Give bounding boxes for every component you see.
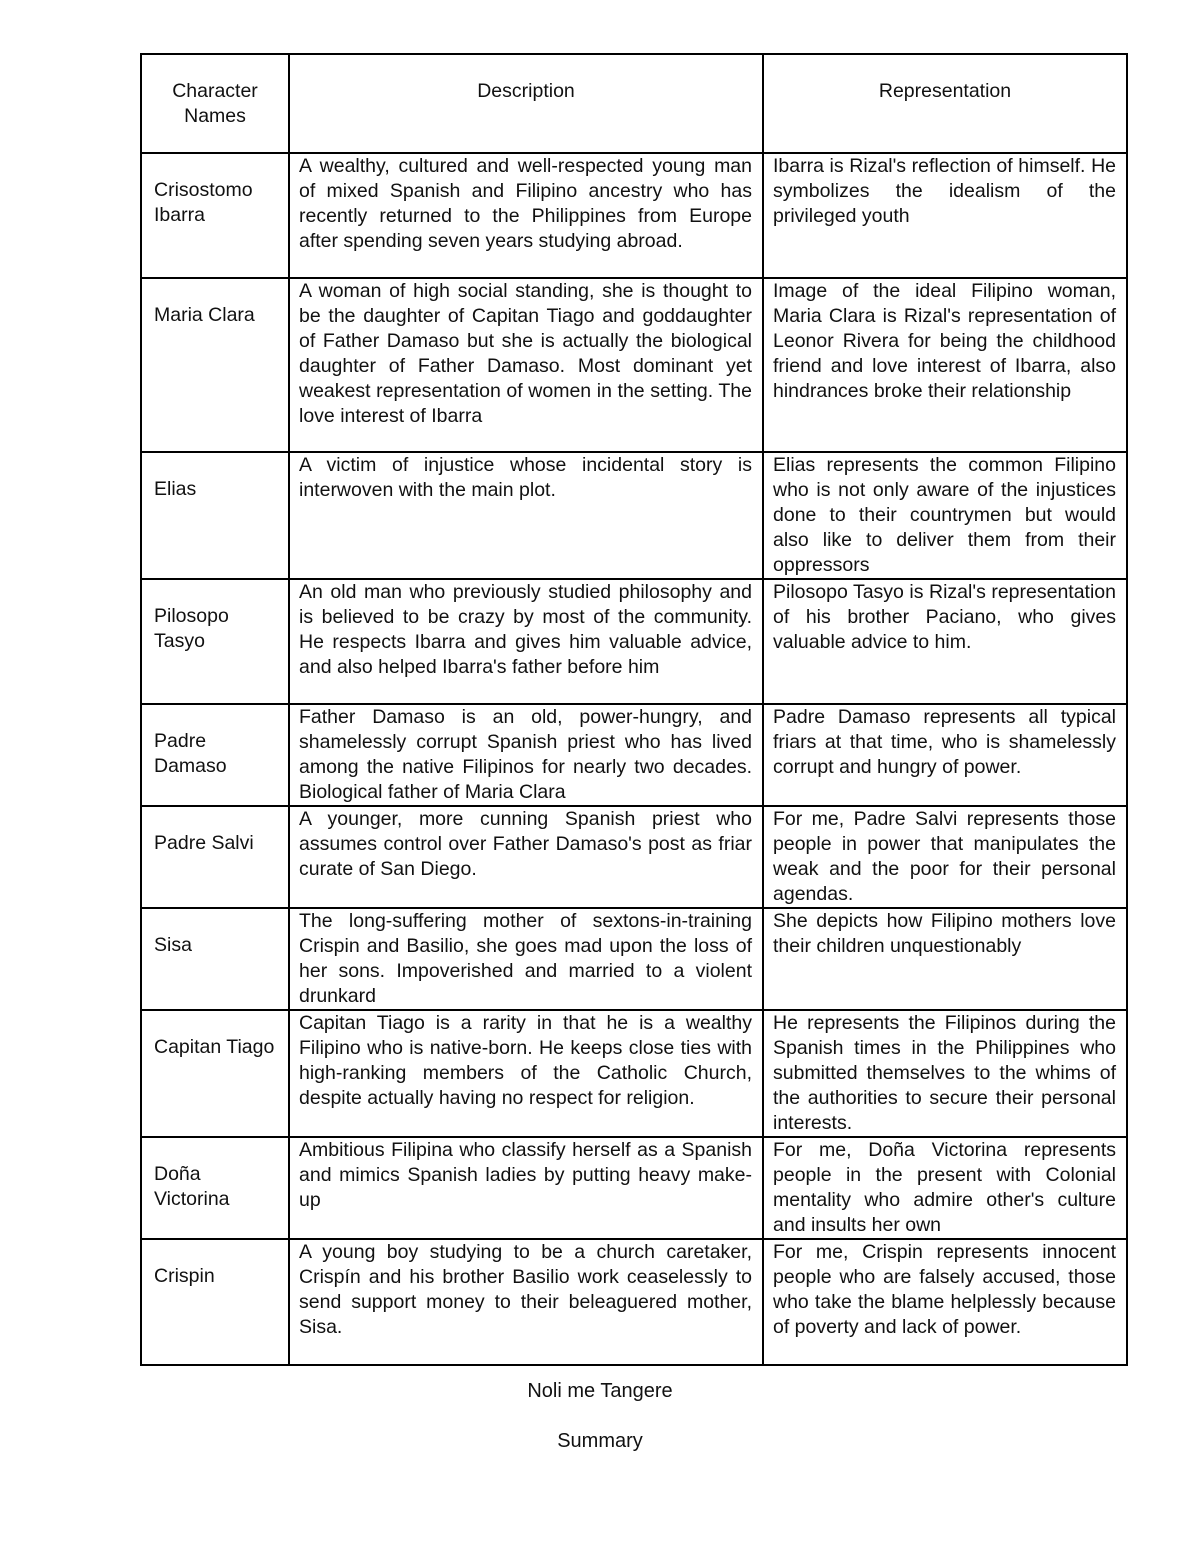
table-row bbox=[141, 806, 1127, 908]
character-table bbox=[140, 53, 1128, 1366]
header-character-names: Character Names bbox=[141, 54, 289, 153]
character-representation: For me, Doña Victorina represents people in the present with Colonial mentality who admire other's culture and insults her own bbox=[763, 1137, 1127, 1239]
character-representation: Padre Damaso represents all typical friars at that time, who is shamelessly corrupt and hungry of power. bbox=[763, 704, 1127, 806]
character-name: Doña Victorina bbox=[141, 1137, 289, 1239]
table-row bbox=[141, 153, 1127, 278]
character-representation: For me, Padre Salvi represents those people in power that manipulates the weak and the poor for their personal agendas. bbox=[763, 806, 1127, 908]
character-representation: He represents the Filipinos during the Spanish times in the Philippines who submitted themselves to the whims of the authorities to secure their personal interests. bbox=[763, 1010, 1127, 1137]
character-description: Ambitious Filipina who classify herself as a Spanish and mimics Spanish ladies by putting heavy make-up bbox=[289, 1137, 763, 1239]
character-description: A young boy studying to be a church caretaker, Crispín and his brother Basilio work ceaselessly to send support money to their beleaguered mother, Sisa. bbox=[289, 1239, 763, 1365]
table-row bbox=[141, 908, 1127, 1010]
character-description: A victim of injustice whose incidental story is interwoven with the main plot. bbox=[289, 452, 763, 579]
table-row bbox=[141, 1239, 1127, 1365]
character-representation: Pilosopo Tasyo is Rizal's representation of his brother Paciano, who gives valuable advice to him. bbox=[763, 579, 1127, 704]
character-name: Padre Salvi bbox=[141, 806, 289, 908]
character-representation: She depicts how Filipino mothers love their children unquestionably bbox=[763, 908, 1127, 1010]
character-name: Maria Clara bbox=[141, 278, 289, 452]
table-row bbox=[141, 1137, 1127, 1239]
table-header-row bbox=[141, 54, 1127, 153]
header-description: Description bbox=[289, 54, 763, 153]
character-representation: Ibarra is Rizal's reflection of himself. He symbolizes the idealism of the privileged youth bbox=[763, 153, 1127, 278]
table-row bbox=[141, 704, 1127, 806]
table-row bbox=[141, 1010, 1127, 1137]
character-name: Pilosopo Tasyo bbox=[141, 579, 289, 704]
header-representation: Representation bbox=[763, 54, 1127, 153]
character-name: Sisa bbox=[141, 908, 289, 1010]
character-description: An old man who previously studied philosophy and is believed to be crazy by most of the community. He respects Ibarra and gives him valuable advice, and also helped Ibarra's father before him bbox=[289, 579, 763, 704]
character-description: Capitan Tiago is a rarity in that he is a wealthy Filipino who is native-born. He keeps close ties with high-ranking members of the Catholic Church, despite actually having no respect for religion. bbox=[289, 1010, 763, 1137]
character-representation: For me, Crispin represents innocent people who are falsely accused, those who take the blame helplessly because of poverty and lack of power. bbox=[763, 1239, 1127, 1365]
character-representation: Elias represents the common Filipino who is not only aware of the injustices done to their countrymen but would also like to deliver them from their oppressors bbox=[763, 452, 1127, 579]
character-representation: Image of the ideal Filipino woman, Maria Clara is Rizal's representation of Leonor Rivera for being the childhood friend and love interest of Ibarra, also hindrances broke their relationship bbox=[763, 278, 1127, 452]
character-name: Crisostomo Ibarra bbox=[141, 153, 289, 278]
character-description: A wealthy, cultured and well-respected young man of mixed Spanish and Filipino ancestry who has recently returned to the Philippines from Europe after spending seven years studying abroad. bbox=[289, 153, 763, 278]
character-name: Elias bbox=[141, 452, 289, 579]
character-name: Padre Damaso bbox=[141, 704, 289, 806]
character-description: A woman of high social standing, she is thought to be the daughter of Capitan Tiago and goddaughter of Father Damaso but she is actually the biological daughter of Father Damaso. Most dominant yet weakest representation of women in the setting. The love interest of Ibarra bbox=[289, 278, 763, 452]
table-row bbox=[141, 278, 1127, 452]
document-title: Noli me Tangere bbox=[527, 1380, 673, 1402]
character-description: The long-suffering mother of sextons-in-training Crispin and Basilio, she goes mad upon the loss of her sons. Impoverished and married to a violent drunkard bbox=[289, 908, 763, 1010]
table-row bbox=[141, 579, 1127, 704]
character-description: A younger, more cunning Spanish priest who assumes control over Father Damaso's post as friar curate of San Diego. bbox=[289, 806, 763, 908]
character-name: Crispin bbox=[141, 1239, 289, 1365]
table-row bbox=[141, 452, 1127, 579]
character-description: Father Damaso is an old, power-hungry, and shamelessly corrupt Spanish priest who has lived among the native Filipinos for nearly two decades. Biological father of Maria Clara bbox=[289, 704, 763, 806]
summary-heading: Summary bbox=[557, 1430, 643, 1452]
character-name: Capitan Tiago bbox=[141, 1010, 289, 1137]
